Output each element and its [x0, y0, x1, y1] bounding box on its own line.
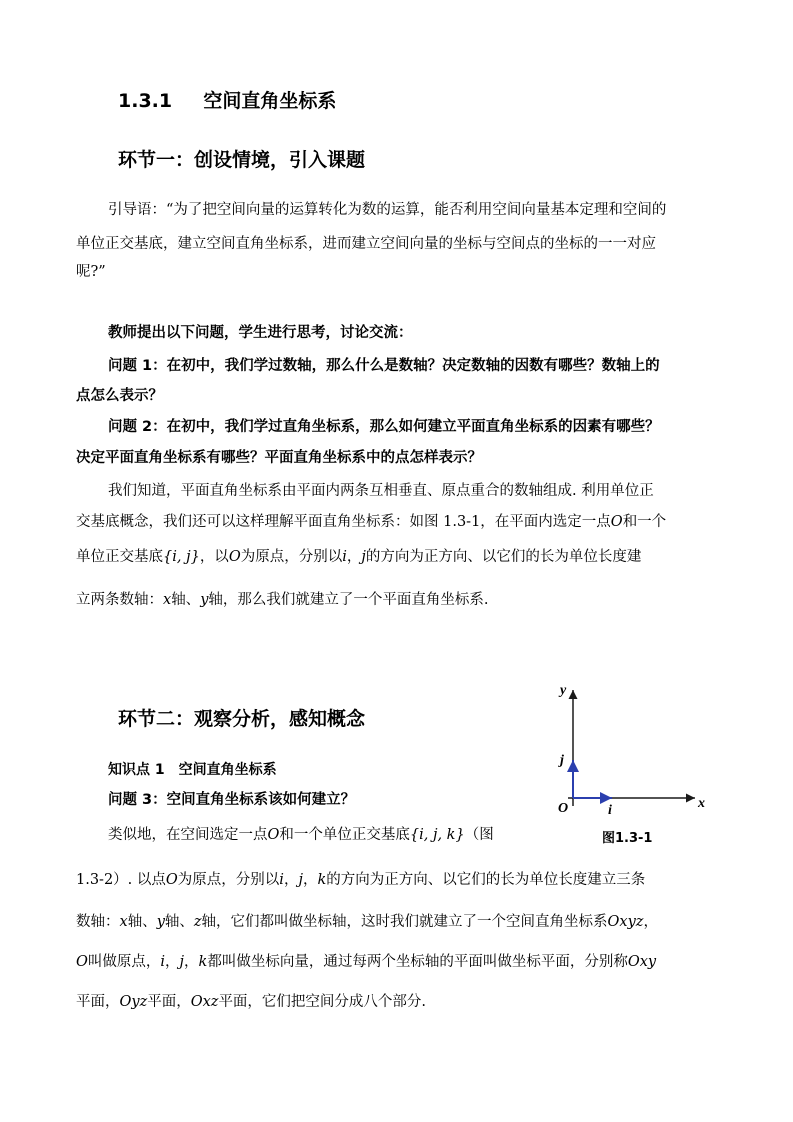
j-label: j [560, 753, 564, 768]
space-line-3: 数轴：x轴、y轴、z轴，它们都叫做坐标轴，这时我们就建立了一个空间直角坐标系Oxyz， [76, 914, 658, 930]
space-line-2: 1.3-2）. 以点O为原点，分别以i，j，k的方向为正方向、以它们的长为单位长度建立三条 [76, 872, 646, 888]
origin-label: O [558, 801, 569, 816]
question-3: 问题 3：空间直角坐标系该如何建立？ [108, 792, 356, 808]
intro-line-1: 引导语：“为了把空间向量的运算转化为数的运算，能否利用空间向量基本定理和空间的 [108, 202, 667, 218]
explain-line-4: 立两条数轴：x轴、y轴，那么我们就建立了一个平面直角坐标系. [76, 592, 489, 608]
space-line-1: 类似地，在空间选定一点O和一个单位正交基底{i, j, k}（图 [108, 827, 494, 843]
question-1-line-1: 问题 1：在初中，我们学过数轴，那么什么是数轴？决定数轴的因数有哪些？数轴上的 [108, 358, 660, 374]
space-line-5: 平面，Oyz平面，Oxz平面，它们把空间分成八个部分. [76, 994, 427, 1010]
question-2-line-2: 决定平面直角坐标系有哪些？平面直角坐标系中的点怎样表示？ [76, 450, 482, 466]
question-1-line-2: 点怎么表示？ [76, 388, 163, 404]
title-text: 空间直角坐标系 [203, 90, 337, 112]
page-title [118, 86, 336, 113]
figure-caption: 图1.3-1 [602, 831, 653, 846]
question-2-line-1: 问题 2：在初中，我们学过直角坐标系，那么如何建立平面直角坐标系的因素有哪些？ [108, 419, 660, 435]
x-label: x [698, 796, 705, 811]
explain-line-2: 交基底概念，我们还可以这样理解平面直角坐标系：如图 1.3-1，在平面内选定一点O和一个 [76, 514, 667, 530]
questions-lead: 教师提出以下问题，学生进行思考，讨论交流： [108, 325, 413, 341]
title-number: 1.3.1 [118, 90, 173, 112]
knowledge-point-heading: 知识点 1 空间直角坐标系 [108, 762, 277, 778]
explain-line-1: 我们知道，平面直角坐标系由平面内两条互相垂直、原点重合的数轴组成. 利用单位正 [108, 483, 654, 499]
space-line-4: O叫做原点，i，j，k都叫做坐标向量，通过每两个坐标轴的平面叫做坐标平面，分别称Oxy [76, 954, 657, 970]
y-label: y [560, 683, 567, 698]
section2-title: 环节二：观察分析，感知概念 [118, 708, 366, 730]
explain-line-3: 单位正交基底{i, j}，以O为原点，分别以i，j的方向为正方向、以它们的长为单位长度建 [76, 549, 642, 565]
section1-title: 环节一：创设情境，引入课题 [118, 149, 366, 171]
intro-line-3: 呢?” [76, 264, 106, 280]
intro-line-2: 单位正交基底，建立空间直角坐标系，进而建立空间向量的坐标与空间点的坐标的一一对应 [76, 236, 656, 252]
i-label: i [608, 803, 612, 818]
